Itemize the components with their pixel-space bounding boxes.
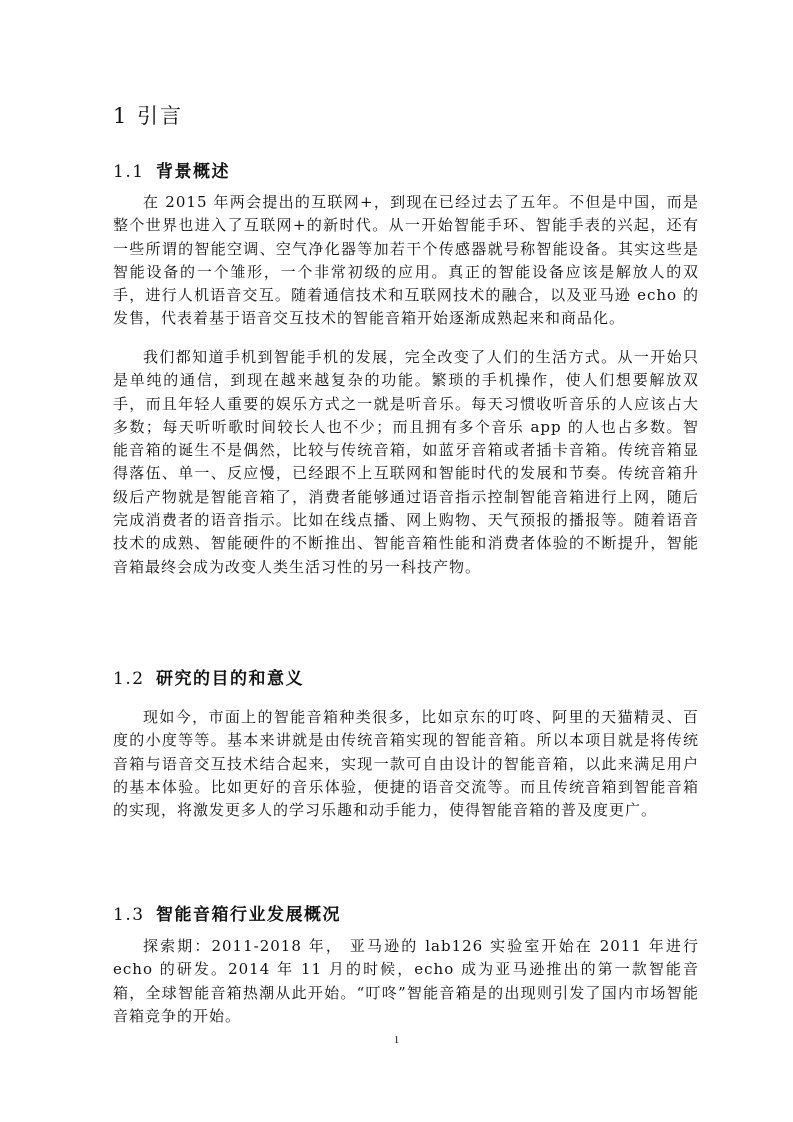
paragraph-1-1-a: 在 2015 年两会提出的互联网+，到现在已经过去了五年。不但是中国，而是整个世界也进入了互联网+的新时代。从一开始智能手环、智能手表的兴起，还有一些所谓的智能空调、空气净化器等加若干个传感器就号称智能设备。其实这些是智能设备的一个雏形，一个非常初级的应用。真正的智能设备应该是解放人的双手，进行人机语音交互。随着通信技术和互联网技术的融合，以及亚马逊 echo 的发售，代表着基于语音交互技术的智能音箱开始逐渐成熟起来和商品化。 [113, 193, 699, 328]
paragraph-1-1-b: 我们都知道手机到智能手机的发展，完全改变了人们的生活方式。从一开始只是单纯的通信，到现在越来越复杂的功能。繁琐的手机操作，使人们想要解放双手，而且年轻人重要的娱乐方式之一就是听音乐。每天习惯收听音乐的人应该占大多数；每天听听歌时间较长人也不少；而且拥有多个音乐 app 的人也占多数。智能音箱的诞生不是偶然，比较与传统音箱，如蓝牙音箱或者插卡音箱。传统音箱显得落伍、单一、反应慢，已经跟不上互联网和智能时代的发展和节奏。传统音箱升级后产物就是智能音箱了，消费者能够通过语音指示控制智能音箱进行上网，随后完成消费者的语音指示。比如在线点播、网上购物、天气预报的播报等。随着语音技术的成熟、智能硬件的不断推出、智能音箱性能和消费者体验的不断提升，智能音箱最终会成为改变人类生活习性的另一科技产物。 [113, 348, 699, 576]
section-number: 1.2 [113, 669, 145, 689]
section-number: 1.3 [113, 905, 145, 925]
section-title: 背景概述 [155, 162, 230, 182]
section-heading-1-3 [113, 900, 341, 925]
paragraph-1-3: 探索期：2011-2018 年， 亚马逊的 lab126 实验室开始在 2011 年进行 echo 的研发。2014 年 11 月的时候，echo 成为亚马逊推出的第一款智能音箱，全球智能音箱热潮从此开始。“叮咚”智能音箱是的出现则引发了国内市场智能音箱竞争的开始。 [113, 937, 699, 1025]
section-number: 1.1 [113, 162, 145, 182]
paragraph-1-2: 现如今，市面上的智能音箱种类很多，比如京东的叮咚、阿里的天猫精灵、百度的小度等等。基本来讲就是由传统音箱实现的智能音箱。所以本项目就是将传统音箱与语音交互技术结合起来，实现一款可自由设计的智能音箱，以此来满足用户的基本体验。比如更好的音乐体验，便捷的语音交流等。而且传统音箱到智能音箱的实现，将激发更多人的学习乐趣和动手能力，使得智能音箱的普及度更广。 [113, 708, 699, 820]
section-heading-1-2 [113, 664, 304, 689]
chapter-title: 1 引言 [113, 104, 184, 128]
section-heading-1-1 [113, 157, 230, 182]
section-title: 智能音箱行业发展概况 [155, 905, 341, 925]
section-title: 研究的目的和意义 [155, 669, 304, 689]
page-number: 1 [393, 1034, 400, 1046]
